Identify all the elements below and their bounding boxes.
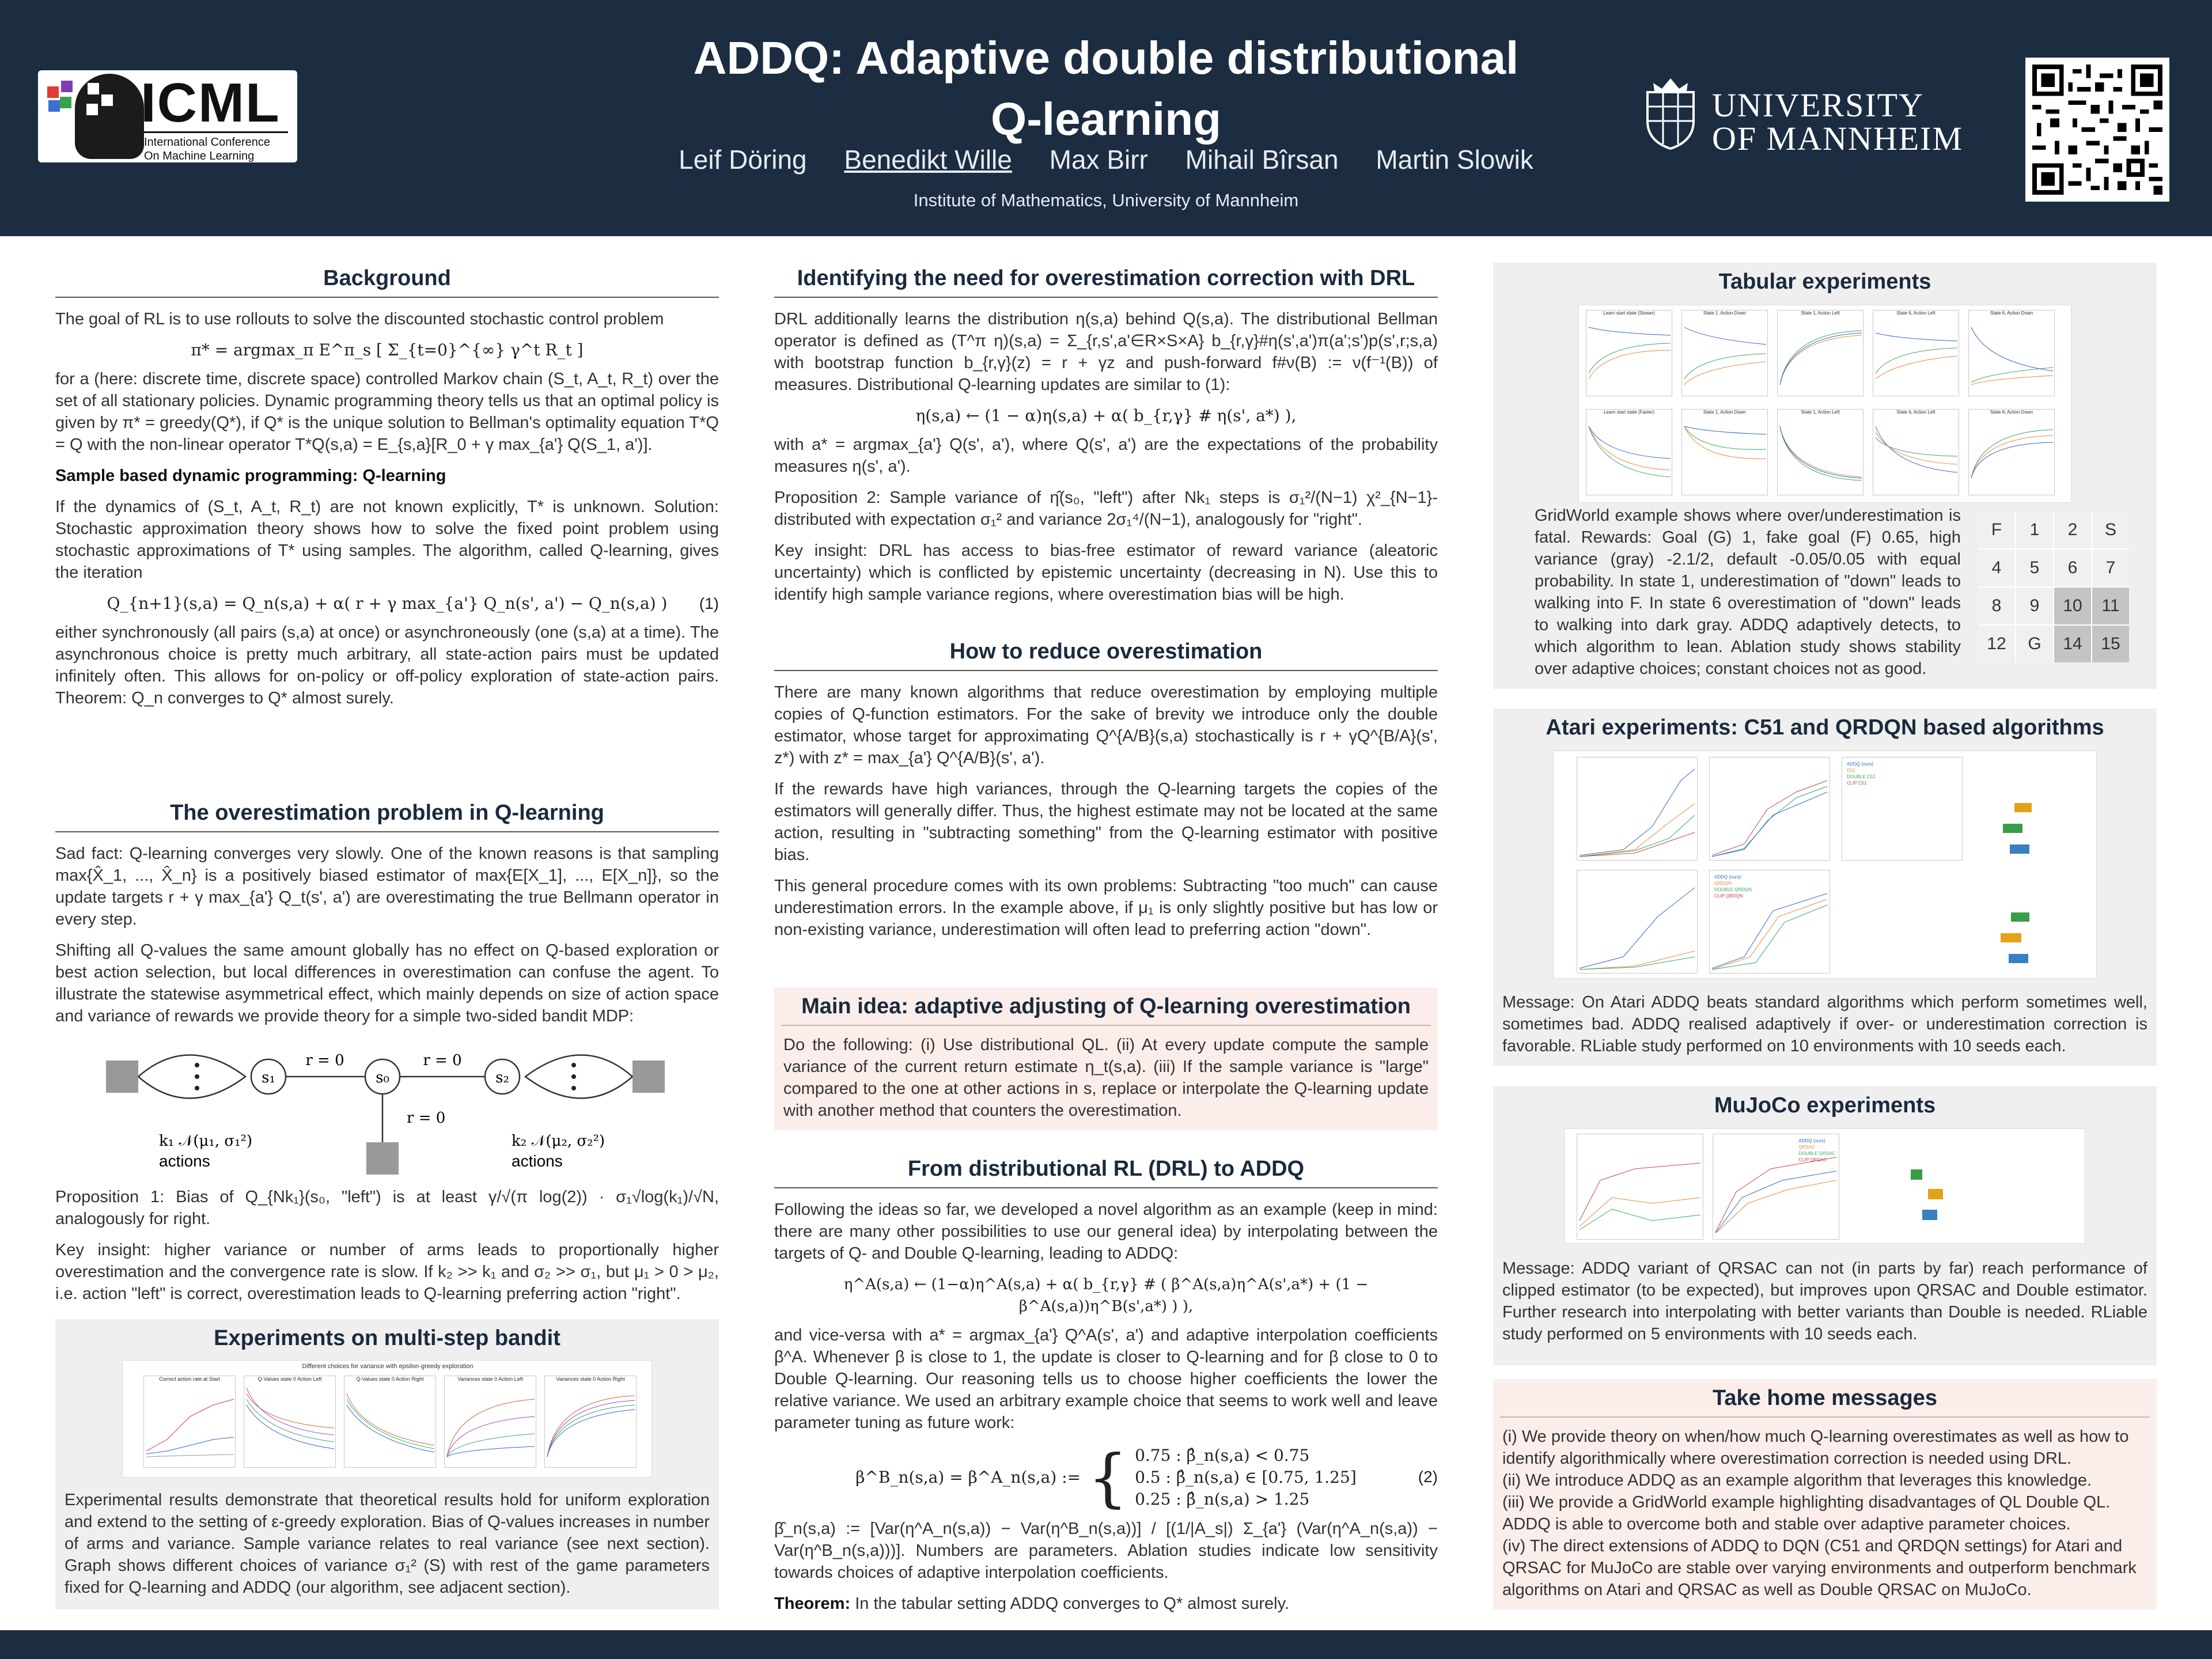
logo-pixel	[61, 81, 73, 92]
plot-lines	[1682, 415, 1767, 490]
plot-panel	[344, 1376, 436, 1468]
university-logo	[1636, 69, 1982, 161]
section-identifying	[774, 259, 1438, 615]
figure-caption: Experimental results demonstrate that theoretical results hold for uniform exploration and extend to the setting of ε-greedy exploration. Bias of Q-values increases in number of arms and variance. Sample variance relates to real variance (see next section). Graph shows different choices of variance σ₁² (S) with rest of the game parameters fixed for Q-learning and ADDQ (our algorithm, see adjacent section).	[65, 1491, 710, 1597]
legend-entry: ADDQ (ours)	[1714, 874, 1741, 880]
actions-label: actions	[512, 1152, 563, 1170]
plot-panel	[1681, 310, 1768, 396]
paragraph: Key insight: DRL has access to bias-free estimator of reward variance (aleatoric uncertainty) which is conflicted by epistemic uncertainty (decreasing in N). Use this to identify high sample variance regions, where overestimation bias will be high.	[774, 541, 1438, 604]
poster-title	[576, 28, 1636, 150]
section-drl-addq	[774, 1150, 1438, 1624]
author-name: Martin Slowik	[1376, 145, 1533, 175]
atari-text: Message: On Atari ADDQ beats standard algorithms which perform sometimes well, sometimes bad. ADDQ realised adaptively if over- or underestimation correction is favorable. RLiable study performed on 10 environments with 10 seeds each.	[1502, 993, 2147, 1055]
boxplot-bars	[1968, 797, 2084, 861]
icml-subtitle: International Conference On Machine Learning	[144, 131, 288, 163]
paragraph: either synchronously (all pairs (s,a) at once) or asynchroneously (one (s,a) at a time). The asynchronous choice is pretty much arbitrary, all state-action pairs must be updated infinitely often. This allows for on-policy or off-policy exploration of state-action pairs. Theorem: Q_n converges to Q* almost surely.	[55, 623, 719, 707]
grid-cell: 2	[2054, 512, 2091, 548]
plot-title: State 6, Action Down	[1990, 410, 2033, 415]
gridworld	[1978, 512, 2129, 662]
section-title: Identifying the need for overestimation correction with DRL	[774, 259, 1438, 298]
grid-cell: 4	[1978, 550, 2015, 586]
legend	[1847, 761, 1876, 786]
logo-pixel	[60, 97, 71, 108]
plot-panel	[1777, 409, 1863, 495]
plot-title: Q-Values state 0 Action Left	[257, 1376, 322, 1382]
equation: π* = argmax_π E^π_s [ Σ_{t=0}^{∞} γ^t R_t ]	[191, 340, 584, 359]
legend-entry: CLIP C51	[1847, 781, 1867, 786]
equation-number: (2)	[1418, 1468, 1438, 1486]
plot-panel	[1873, 310, 1959, 396]
paragraph	[774, 1593, 1438, 1615]
plot-lines	[1577, 757, 1697, 860]
legend-entry: ADDQ (ours)	[1847, 762, 1874, 767]
equation-number: (1)	[699, 594, 719, 612]
mujoco-text: Message: ADDQ variant of QRSAC can not (in parts by far) reach performance of clipped estimator (to be expected), but improves upon QRSAC and Double estimator. Further research into interpolating with better variants than Double is needed. RLiable study performed on 5 environments with 10 seeds each.	[1502, 1259, 2147, 1343]
author-name: Leif Döring	[679, 145, 807, 175]
author-name: Mihail Bîrsan	[1185, 145, 1339, 175]
case-row: 0.5 : β̂_n(s,a) ∈ [0.75, 1.25]	[1135, 1468, 1357, 1487]
logo-pixel	[47, 86, 59, 98]
paragraph: Sad fact: Q-learning converges very slowly. One of the known reasons is that sampling max{X̂_1, ..., X̂_n} is a positively biased estimator of max{E[X_1], ..., E[X_n]}, so the update targets r + γ max_{a'} Q_t(s', a') are overestimating the true Bellmann operator in every step.	[55, 844, 719, 929]
legend-entry: ADDQ (ours)	[1798, 1138, 1825, 1143]
plot-title: State 1, Action Left	[1801, 310, 1840, 316]
reward-label: r = 0	[407, 1109, 446, 1127]
legend-entry: CLIP QRDQN	[1714, 893, 1743, 899]
boxplot-bars	[1888, 1164, 2072, 1233]
theorem-text: In the tabular setting ADDQ converges to Q* almost surely.	[855, 1594, 1290, 1613]
section-multistep	[55, 1319, 719, 1609]
section-mujoco	[1493, 1086, 2157, 1365]
rliable-boxplot	[1968, 907, 2084, 970]
takehome-item: (ii) We introduce ADDQ as an example algorithm that leverages this knowledge.	[1502, 1471, 2092, 1490]
arms-label-left: k₁ 𝒩(μ₁, σ₁²)	[159, 1132, 253, 1150]
affiliation: Institute of Mathematics, University of Mannheim	[913, 190, 1299, 210]
grid-cell: F	[1978, 512, 2015, 548]
plot-panel	[1713, 1134, 1839, 1240]
takehome-item: (i) We provide theory on when/how much Q-learning overestimates as well as how to identify algorithmically where overestimation correction is needed using DRL.	[1502, 1427, 2129, 1468]
cases-list	[1135, 1445, 1357, 1510]
grid-cell: 9	[2016, 588, 2053, 624]
section-takehome	[1493, 1379, 2157, 1609]
equation-cases	[774, 1443, 1438, 1512]
grid-cell-high-variance: 14	[2054, 626, 2091, 662]
grid-cell: 12	[1978, 626, 2015, 662]
section-body: Do the following: (i) Use distributional QL. (ii) At every update compute the sample variance of the current return estimate η_t(s,a). (iii) If the sample variance is "large" compared to the one at other actions in s, replace or interpolate the Q-learning update with another method that counters the overestimation.	[783, 1036, 1429, 1120]
university-name-line: UNIVERSITY	[1712, 86, 1924, 124]
legend-entry: QRDQN	[1714, 881, 1732, 886]
title-line-2: Q-learning	[990, 93, 1222, 145]
paragraph: There are many known algorithms that reduce overestimation by employing multiple copies of Q-function estimators. For the sake of brevity we introduce only the double estimator, whose target for approximating Q^{A/B}(s,a) stochastically is r + γQ^{B/A}(s', z*) with z* = max_{a'} Q^{A/B}(s', a').	[774, 683, 1438, 767]
grid-cell: G	[2016, 626, 2053, 662]
plot-lines	[344, 1382, 435, 1463]
legend	[1714, 874, 1752, 899]
plot-panel	[143, 1376, 236, 1468]
grid-cell-high-variance: 10	[2054, 588, 2091, 624]
poster-header	[0, 0, 2212, 236]
section-main-idea	[774, 987, 1438, 1130]
plot-lines	[1586, 316, 1672, 391]
paragraph: This general procedure comes with its own problems: Subtracting "too much" can cause underestimation errors. In the example above, if μ₁ is only slightly positive but has low or non-existing variance, underestimation will often lead to preferring action "down".	[774, 877, 1438, 939]
section-title: Take home messages	[1500, 1379, 2150, 1418]
grid-cell: 8	[1978, 588, 2015, 624]
plot-title: State 1, Action Left	[1801, 410, 1840, 415]
paragraph: with a* = argmax_{a'} Q(s', a'), where Q(s', a') are the expectations of the probability measures η(s', a').	[774, 435, 1438, 476]
poster-footer	[0, 1630, 2212, 1659]
paragraph: If the dynamics of (S_t, A_t, R_t) are not known explicitly, T* is unknown. Solution: Stochastic approximation theory shows how to solve the fixed point problem using stochastic approximations of T* using samples. The algorithm, called Q-learning, gives the iteration	[55, 498, 719, 582]
paragraph: Proposition 1: Bias of Q_{Nk₁}(s₀, "left") is at least γ/√(π log(2)) · σ₁√log(k₁)/√N, analogously for right.	[55, 1188, 719, 1228]
plot-lines	[1778, 415, 1863, 490]
plot-panel	[1968, 409, 2055, 495]
terminal-box-left	[106, 1060, 138, 1093]
equation-lhs: β^B_n(s,a) = β^A_n(s,a) :=	[855, 1468, 1081, 1487]
reward-label: r = 0	[423, 1052, 462, 1069]
plot-lines	[1577, 1134, 1703, 1239]
plot-title: Correct action rate at Start	[159, 1376, 220, 1382]
plot-lines	[144, 1382, 235, 1463]
section-title: Main idea: adaptive adjusting of Q-learning overestimation	[781, 987, 1431, 1026]
section-tabular	[1493, 263, 2157, 689]
plot-lines	[244, 1382, 335, 1463]
plot-title: State 6, Action Left	[1896, 310, 1936, 316]
plot-lines	[1873, 415, 1959, 490]
tabular-figure	[1578, 305, 2071, 503]
legend-entry: DOUBLE QRDQN	[1714, 887, 1752, 892]
paragraph: Shifting all Q-values the same amount globally has no effect on Q-based exploration or best action selection, but local differences in overestimation can confuse the agent. To illustrate the statewise asymmetrical effect, which mainly depends on size of action space and variance of rewards we provide theory for a simple two-sided bandit MDP:	[55, 941, 719, 1025]
plot-panel	[1577, 757, 1698, 861]
equation	[55, 593, 719, 615]
plot-lines	[1969, 316, 2054, 391]
section-reduce	[774, 632, 1438, 950]
legend	[1798, 1138, 1835, 1163]
author-list	[576, 144, 1636, 175]
title-line-1: ADDQ: Adaptive double distributional	[693, 32, 1519, 84]
plot-panel	[1968, 310, 2055, 396]
logo-pixel	[48, 100, 60, 112]
terminal-box-down	[366, 1142, 399, 1175]
legend-entry: QRSAC	[1798, 1145, 1815, 1150]
plot-lines	[1969, 415, 2054, 490]
plot-panel	[1709, 870, 1830, 974]
state-label: s₀	[376, 1069, 389, 1086]
paragraph: and vice-versa with a* = argmax_{a'} Q^A(s', a') and adaptive interpolation coefficients β^A. Whenever β is close to 1, the update is closer to Q-learning and for β close to 0 to Double Q-learning. Our reasoning tells us to choose higher coefficients the lower the relative variance. We used an arbitrary example choice that seems to work well and leave parameter tuning as future work:	[774, 1326, 1438, 1432]
plot-lines	[545, 1382, 636, 1463]
plot-panel	[1586, 409, 1672, 495]
bandit-mdp-diagram	[55, 1036, 722, 1180]
qr-code[interactable]	[2025, 58, 2169, 202]
plot-lines	[445, 1382, 536, 1463]
grid-cell: 6	[2054, 550, 2091, 586]
bandit-diagram-svg	[55, 1036, 722, 1180]
section-body	[774, 1199, 1438, 1615]
author-name: Max Birr	[1049, 145, 1148, 175]
plot-title: Learn start state (Slower)	[1603, 310, 1655, 316]
terminal-box-right	[632, 1060, 665, 1093]
figure-title: Different choices for variance with epsilon-greedy exploration	[302, 1363, 474, 1370]
section-title: Background	[55, 259, 719, 298]
multistep-figure	[122, 1360, 652, 1478]
section-title: From distributional RL (DRL) to ADDQ	[774, 1150, 1438, 1188]
paragraph: Key insight: higher variance or number of arms leads to proportionally higher overestimation and the convergence rate is slow. If k₂ >> k₁ and σ₂ >> σ₁, but μ₁ > 0 > μ₂, i.e. action "left" is correct, overestimation leads to Q-learning preferring action "right".	[55, 1241, 719, 1303]
takehome-item: (iii) We provide a GridWorld example highlighting disadvantages of QL Double QL. ADDQ is able to overcome both and stable over adaptive parameter choices.	[1502, 1493, 2111, 1533]
case-row: 0.75 : β̂_n(s,a) < 0.75	[1135, 1446, 1310, 1465]
logo-pixel	[86, 104, 98, 115]
icml-logo	[38, 70, 297, 162]
section-title: MuJoCo experiments	[1714, 1093, 1936, 1118]
atari-figure	[1553, 751, 2097, 979]
grid-cell: 1	[2016, 512, 2053, 548]
equation: η^A(s,a) ← (1−α)η^A(s,a) + α( b_{r,γ} # ( β^A(s,a)η^A(s',a*) + (1 − β^A(s,a))η^B(s',a*) ) ),	[843, 1276, 1369, 1315]
equation: η(s,a) ← (1 − α)η(s,a) + α( b_{r,γ} # η(s', a*) ),	[915, 406, 1297, 425]
plot-lines	[1577, 870, 1697, 973]
theorem-label: Theorem:	[774, 1594, 851, 1613]
rliable-boxplot	[1888, 1164, 2072, 1233]
plot-panel	[1586, 310, 1672, 396]
plot-panel	[244, 1376, 336, 1468]
university-name	[1712, 86, 1964, 157]
plot-title: Variances state 0 Action Left	[457, 1376, 523, 1382]
section-body	[55, 308, 719, 709]
paragraph: Proposition 2: Sample variance of η̂(s₀, "left") after Nk₁ steps is σ₁²/(N−1) χ²_{N−1}-distributed with expectation σ₁² and variance 2σ₁⁴/(N−1), analogously for "right".	[774, 488, 1438, 529]
plot-panel	[1842, 757, 1963, 861]
logo-pixel	[88, 83, 99, 94]
state-label: s₁	[262, 1069, 275, 1086]
plot-lines	[1586, 415, 1672, 490]
plot-panel	[1577, 1134, 1703, 1240]
section-body	[774, 308, 1438, 605]
paragraph: for a (here: discrete time, discrete space) controlled Markov chain (S_t, A_t, R_t) over the set of all stationary policies. Dynamic programming theory tells us that an optimal policy is given by π* = greedy(Q*), if Q* is the unique solution to Bellman's optimality equation T*Q = Q with the non-linear operator T*Q(s,a) = E_{s,a}[R_0 + γ max_{a'} Q(S_1, a')].	[55, 370, 719, 454]
section-body	[55, 843, 719, 1305]
grid-cell: 7	[2092, 550, 2129, 586]
paragraph: Following the ideas so far, we developed a novel algorithm as an example (keep in mind: there are many other possibilities to use our general idea) by interpolating between the targets of Q- and Double Q-learning, leading to ADDQ:	[774, 1200, 1438, 1263]
grid-cell-high-variance: 11	[2092, 588, 2129, 624]
plot-title: State 6, Action Left	[1896, 410, 1936, 415]
logo-pixel	[101, 94, 113, 106]
plot-title: State 6, Action Down	[1990, 310, 2033, 316]
qr-code-icon	[2032, 65, 2162, 195]
grid-cell: 5	[2016, 550, 2053, 586]
section-title: Atari experiments: C51 and QRDQN based algorithms	[1546, 715, 2104, 740]
tabular-text: GridWorld example shows where over/underestimation is fatal. Rewards: Goal (G) 1, fake goal (F) 0.65, high variance (gray) -2.1/2, default -0.05/0.05 with equal probability. In state 1, underestimation of "down" leads to walking into F. In state 6 overestimation of "down" leads to walking into dark gray. ADDQ adaptively detects, to which algorithm to lean. Ablation study shows stability over adaptive choices; constant choices not as good.	[1535, 506, 1961, 678]
grid-cell-high-variance: 15	[2092, 626, 2129, 662]
plot-lines	[1710, 757, 1830, 860]
head-silhouette-icon	[75, 74, 144, 159]
legend-entry: CLIP QRSAC	[1798, 1157, 1827, 1162]
section-title: Experiments on multi-step bandit	[214, 1326, 560, 1350]
plot-title: Learn start state (Faster)	[1603, 410, 1655, 415]
brace-icon: {	[1088, 1441, 1128, 1514]
plot-title: Q-Values state 0 Action Right	[356, 1376, 424, 1382]
plot-panel	[1577, 870, 1698, 974]
grid-cell: S	[2092, 512, 2129, 548]
plot-title: State 1, Action Down	[1703, 310, 1747, 316]
arms-label-right: k₂ 𝒩(μ₂, σ₂²)	[512, 1132, 605, 1150]
university-name-line: OF MANNHEIM	[1712, 120, 1964, 157]
section-title: How to reduce overestimation	[774, 632, 1438, 671]
legend-entry: C51	[1847, 768, 1855, 773]
takehome-item: (iv) The direct extensions of ADDQ to DQN (C51 and QRDQN settings) for Atari and QRSAC for MuJoCo are stable over varying environments and outperform benchmark algorithms on Atari and QRSAC as well as Double QRSAC on MuJoCo.	[1502, 1537, 2137, 1599]
actions-label: actions	[159, 1152, 210, 1170]
section-overestimation	[55, 794, 719, 1314]
plot-panel	[1777, 310, 1863, 396]
state-label: s₂	[495, 1069, 509, 1086]
plot-title: State 1, Action Down	[1703, 410, 1747, 415]
university-crest-icon	[1636, 75, 1705, 150]
takehome-list	[1493, 1426, 2157, 1601]
paragraph: DRL additionally learns the distribution η(s,a) behind Q(s,a). The distributional Bellman operator is defined as (T^π η)(s,a) = Σ_{r,s',a'∈R×S×A} b_{r,γ}#η(s',a')π(a';s')p(s',r;s,a) with bootstrap function b_{r,γ}(z) = r + γz and push-forward f#ν(B) := ν(f⁻¹(B)) of measures. Distributional Q-learning updates are similar to (1):	[774, 310, 1438, 394]
plot-panel	[444, 1376, 536, 1468]
plot-panel	[1681, 409, 1768, 495]
plot-title: Variances state 0 Action Right	[556, 1376, 625, 1382]
section-title: Tabular experiments	[1718, 270, 1931, 294]
icml-wordmark: ICML	[141, 72, 281, 134]
plot-lines	[1873, 316, 1959, 391]
plot-lines	[1682, 316, 1767, 391]
subsection-title: Sample based dynamic programming: Q-learning	[55, 467, 446, 485]
section-body	[774, 681, 1438, 941]
section-title: The overestimation problem in Q-learning	[55, 794, 719, 832]
paragraph: The goal of RL is to use rollouts to solve the discounted stochastic control problem	[55, 310, 664, 328]
plot-panel	[1709, 757, 1830, 861]
section-atari	[1493, 709, 2157, 1066]
boxplot-bars	[1968, 907, 2084, 970]
author-name-presenter: Benedikt Wille	[844, 145, 1012, 175]
case-row: 0.25 : β̂_n(s,a) > 1.25	[1135, 1490, 1310, 1509]
plot-panel	[544, 1376, 637, 1468]
plot-lines	[1778, 316, 1863, 391]
equation-body: Q_{n+1}(s,a) = Q_n(s,a) + α( r + γ max_{a'} Q_n(s', a') − Q_n(s,a) )	[107, 594, 668, 613]
mujoco-figure	[1565, 1128, 2085, 1244]
section-background	[55, 259, 719, 718]
rliable-boxplot	[1968, 797, 2084, 861]
paragraph: If the rewards have high variances, through the Q-learning targets the copies of the estimators will generally differ. Thus, the highest estimate may not be located at the same action, resulting in "subtracting something" from the Q-learning estimator with positive bias.	[774, 780, 1438, 864]
plot-panel	[1873, 409, 1959, 495]
paragraph: β̂_n(s,a) := [Var(η^A_n(s,a)) − Var(η^B_n(s,a))] / [(1/|A_s|) Σ_{a'} (Var(η^A_n(s,a)) − Var(η^B_n(s,a)))]. Numbers are parameters. Ablation studies indicate low sensitivity towards choices of adaptive interpolation coefficients.	[774, 1520, 1438, 1582]
legend-entry: DOUBLE QRSAC	[1798, 1151, 1835, 1156]
legend-entry: DOUBLE C51	[1847, 774, 1876, 779]
reward-label: r = 0	[305, 1052, 344, 1069]
